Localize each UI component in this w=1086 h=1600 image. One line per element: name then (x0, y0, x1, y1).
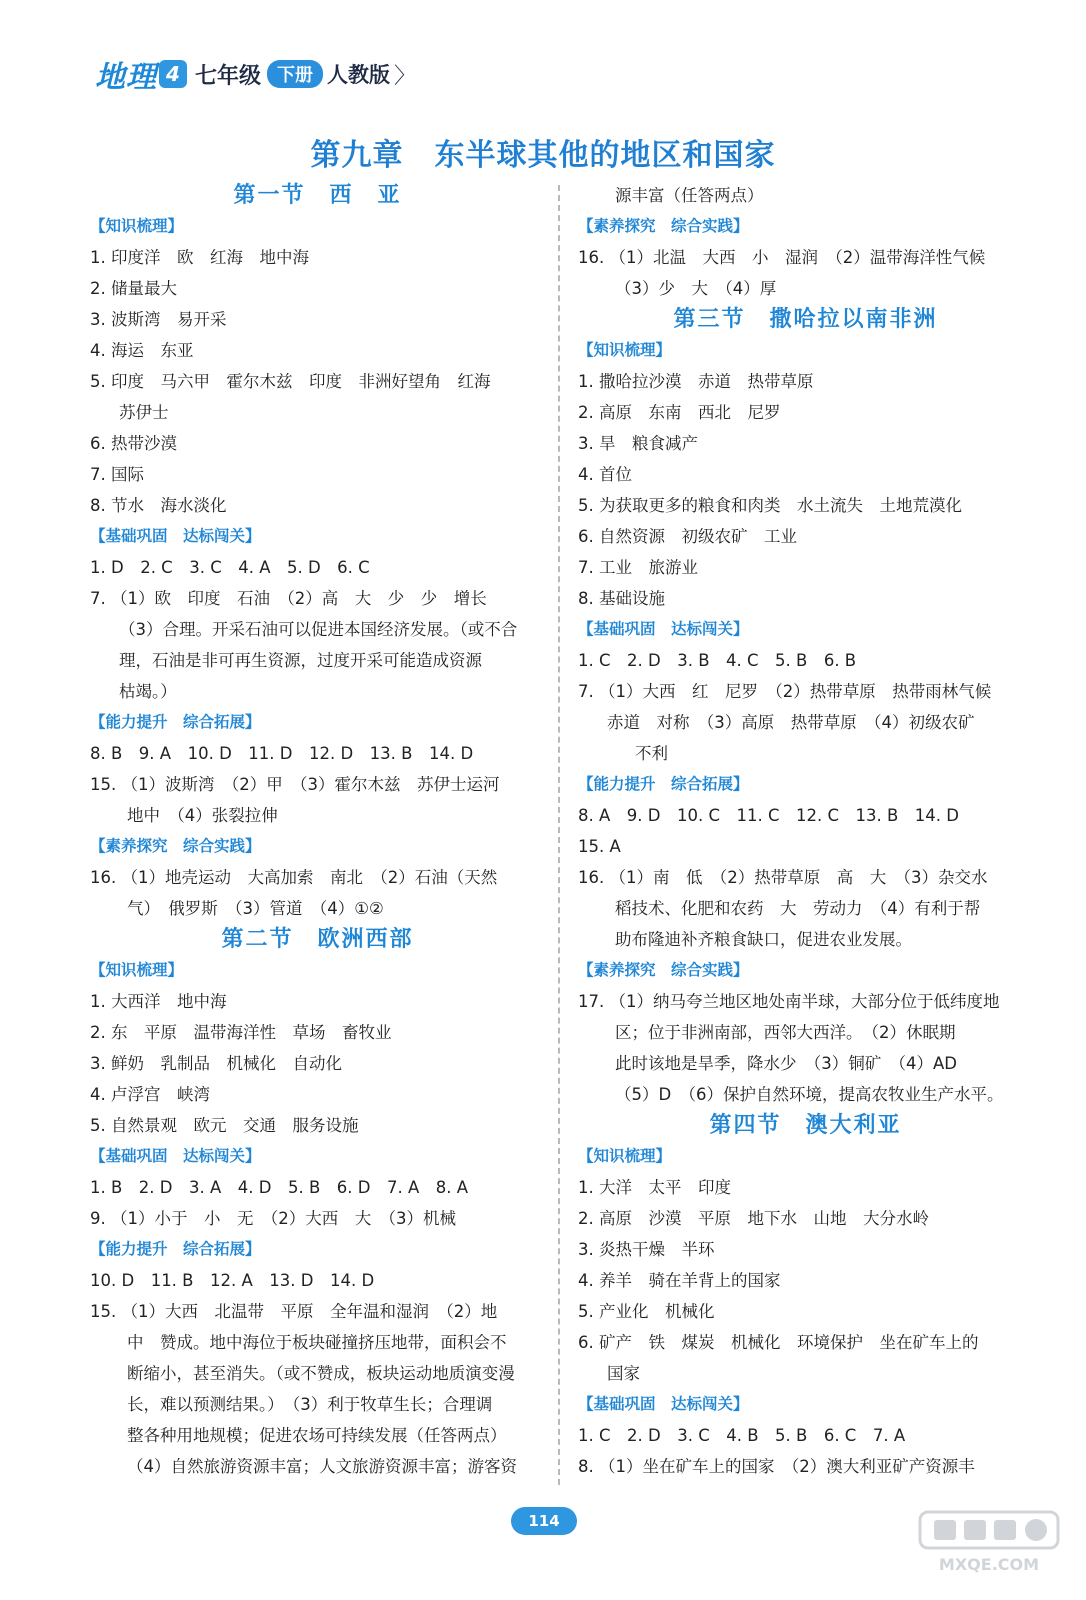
left-subheading: 【能力提升 综合拓展】 (90, 1240, 261, 1258)
left-answer-line: 1. D 2. C 3. C 4. A 5. D 6. C (90, 558, 370, 577)
right-answer-line: 6. 自然资源 初级农矿 工业 (578, 527, 797, 546)
left-answer-continuation: 长，难以预测结果。） （3）利于牧草生长；合理调 (127, 1395, 493, 1414)
left-subheading: 【基础巩固 达标闯关】 (90, 527, 261, 545)
right-answer-line: 1. 撒哈拉沙漠 赤道 热带草原 (578, 372, 814, 391)
right-answer-continuation: 区；位于非洲南部，西邻大西洋。 （2）休眠期 (615, 1023, 956, 1042)
chevron-right-icon: 〉 (394, 63, 417, 89)
left-answer-continuation: （3）合理。开采石油可以促进本国经济发展。（或不合 (119, 620, 518, 639)
right-answer-line: 5. 产业化 机械化 (578, 1302, 715, 1321)
page-number: 114 (511, 1507, 577, 1535)
left-answer-line: 8. 节水 海水淡化 (90, 496, 227, 515)
right-answer-line: 3. 炎热干燥 半环 (578, 1240, 715, 1259)
logo-badge: 4 (159, 60, 187, 88)
left-answer-line: 6. 热带沙漠 (90, 434, 177, 453)
watermark-text: MXQE.COM (938, 1555, 1040, 1574)
right-answer-line: 8. A 9. D 10. C 11. C 12. C 13. B 14. D (578, 806, 959, 825)
right-section-title: 第四节 澳大利亚 (709, 1113, 902, 1138)
right-subheading: 【素养探究 综合实践】 (578, 217, 749, 235)
right-answer-continuation: 稻技术、化肥和农药 大 劳动力 （4）有利于帮 (615, 899, 981, 918)
right-answer-line: 6. 矿产 铁 煤炭 机械化 环境保护 坐在矿车上的 (578, 1333, 979, 1352)
left-subheading: 【知识梳理】 (90, 961, 184, 979)
left-answer-continuation: 地中 （4）张裂拉伸 (127, 806, 278, 825)
right-answer-continuation: （3）少 大 （4）厚 (615, 279, 777, 298)
left-answer-line: 2. 东 平原 温带海洋性 草场 畜牧业 (90, 1023, 392, 1042)
left-column (90, 180, 545, 1482)
right-answer-line: 17. （1）纳马夸兰地区地处南半球，大部分位于低纬度地 (578, 992, 1000, 1011)
left-answer-line: 5. 自然景观 欧元 交通 服务设施 (90, 1116, 359, 1135)
right-answer-line: 8. （1）坐在矿车上的国家 （2）澳大利亚矿产资源丰 (578, 1457, 975, 1476)
right-answer-line: 16. （1）北温 大西 小 湿润 （2）温带海洋性气候 (578, 248, 986, 267)
right-column (578, 180, 1033, 1482)
chapter-title: 第九章 东半球其他的地区和国家 (310, 138, 776, 173)
left-answer-line: 2. 储量最大 (90, 279, 177, 298)
left-subheading: 【素养探究 综合实践】 (90, 837, 261, 855)
right-answer-continuation: 赤道 对称 （3）高原 热带草原 （4）初级农矿 (607, 713, 975, 732)
left-answer-continuation: 整各种用地规模；促进农场可持续发展（任答两点） (127, 1426, 507, 1445)
right-answer-line: 7. 工业 旅游业 (578, 558, 698, 577)
right-answer-continuation: 助布隆迪补齐粮食缺口，促进农业发展。 (615, 930, 912, 949)
right-answer-continuation: 不利 (635, 744, 668, 763)
right-subheading: 【基础巩固 达标闯关】 (578, 1395, 749, 1413)
left-answer-line: 15. （1）波斯湾 （2）甲 （3）霍尔木兹 苏伊士运河 (90, 775, 500, 794)
left-answer-line: 3. 鲜奶 乳制品 机械化 自动化 (90, 1054, 342, 1073)
right-answer-continuation: （5）D （6）保护自然环境，提高农牧业生产水平。 (615, 1085, 1004, 1104)
subject-logo: 地理 (95, 60, 157, 95)
left-subheading: 【知识梳理】 (90, 217, 184, 235)
right-subheading: 【知识梳理】 (578, 1147, 672, 1165)
right-answer-line: 8. 基础设施 (578, 589, 665, 608)
right-answer-line: 7. （1）大西 红 尼罗 （2）热带草原 热带雨林气候 (578, 682, 992, 701)
column-divider (558, 185, 560, 1485)
left-answer-continuation: 断缩小，甚至消失。（或不赞成，板块运动地质演变漫 (127, 1364, 515, 1383)
right-answer-line: 1. C 2. D 3. B 4. C 5. B 6. B (578, 651, 857, 670)
right-subheading: 【能力提升 综合拓展】 (578, 775, 749, 793)
right-subheading: 【素养探究 综合实践】 (578, 961, 749, 979)
left-answer-line: 16. （1）地壳运动 大高加索 南北 （2）石油（天然 (90, 868, 498, 887)
right-answer-line: 3. 旱 粮食减产 (578, 434, 698, 453)
right-subheading: 【知识梳理】 (578, 341, 672, 359)
left-answer-line: 5. 印度 马六甲 霍尔木兹 印度 非洲好望角 红海 (90, 372, 491, 391)
edition-label: 人教版 (327, 63, 391, 87)
term-badge: 下册 (267, 60, 323, 88)
left-answer-line: 4. 海运 东亚 (90, 341, 194, 360)
right-answer-line: 1. 大洋 太平 印度 (578, 1178, 731, 1197)
left-answer-line: 1. 印度洋 欧 红海 地中海 (90, 248, 309, 267)
watermark-logo-icon (914, 1508, 1064, 1578)
left-answer-line: 7. 国际 (90, 465, 144, 484)
left-answer-continuation: 枯竭。） (119, 682, 177, 701)
right-answer-line: 1. C 2. D 3. C 4. B 5. B 6. C 7. A (578, 1426, 906, 1445)
left-answer-line: 15. （1）大西 北温带 平原 全年温和湿润 （2）地 (90, 1302, 498, 1321)
left-answer-continuation: 气） 俄罗斯 （3）管道 （4）①② (127, 899, 384, 918)
right-section-title: 第三节 撒哈拉以南非洲 (673, 307, 938, 332)
right-answer-continuation: 源丰富（任答两点） (615, 186, 764, 205)
right-answer-continuation: 国家 (607, 1364, 640, 1383)
left-section-title: 第一节 西 亚 (233, 183, 402, 208)
left-answer-line: 3. 波斯湾 易开采 (90, 310, 227, 329)
right-answer-line: 4. 养羊 骑在羊背上的国家 (578, 1271, 781, 1290)
right-answer-line: 16. （1）南 低 （2）热带草原 高 大 （3）杂交水 (578, 868, 988, 887)
left-answer-line: 7. （1）欧 印度 石油 （2）高 大 少 少 增长 (90, 589, 487, 608)
left-answer-continuation: 苏伊士 (119, 403, 169, 422)
left-answer-continuation: （4）自然旅游资源丰富；人文旅游资源丰富；游客资 (127, 1457, 517, 1476)
right-answer-continuation: 此时该地是旱季，降水少 （3）铜矿 （4）AD (615, 1054, 957, 1073)
left-subheading: 【基础巩固 达标闯关】 (90, 1147, 261, 1165)
right-answer-line: 4. 首位 (578, 465, 632, 484)
right-subheading: 【基础巩固 达标闯关】 (578, 620, 749, 638)
left-answer-line: 8. B 9. A 10. D 11. D 12. D 13. B 14. D (90, 744, 474, 763)
left-answer-line: 10. D 11. B 12. A 13. D 14. D (90, 1271, 375, 1290)
left-answer-line: 1. 大西洋 地中海 (90, 992, 227, 1011)
right-answer-line: 15. A (578, 837, 621, 856)
right-answer-line: 2. 高原 沙漠 平原 地下水 山地 大分水岭 (578, 1209, 929, 1228)
left-answer-continuation: 理，石油是非可再生资源，过度开采可能造成资源 (119, 651, 482, 670)
right-answer-line: 5. 为获取更多的粮食和肉类 水土流失 土地荒漠化 (578, 496, 962, 515)
left-answer-line: 1. B 2. D 3. A 4. D 5. B 6. D 7. A 8. A (90, 1178, 469, 1197)
left-answer-line: 9. （1）小于 小 无 （2）大西 大 （3）机械 (90, 1209, 456, 1228)
right-answer-line: 2. 高原 东南 西北 尼罗 (578, 403, 781, 422)
left-section-title: 第二节 欧洲西部 (221, 927, 414, 952)
left-subheading: 【能力提升 综合拓展】 (90, 713, 261, 731)
left-answer-continuation: 中 赞成。地中海位于板块碰撞挤压地带，面积会不 (127, 1333, 507, 1352)
book-banner (95, 56, 417, 95)
grade-label: 七年级 (195, 63, 262, 89)
left-answer-line: 4. 卢浮宫 峡湾 (90, 1085, 210, 1104)
